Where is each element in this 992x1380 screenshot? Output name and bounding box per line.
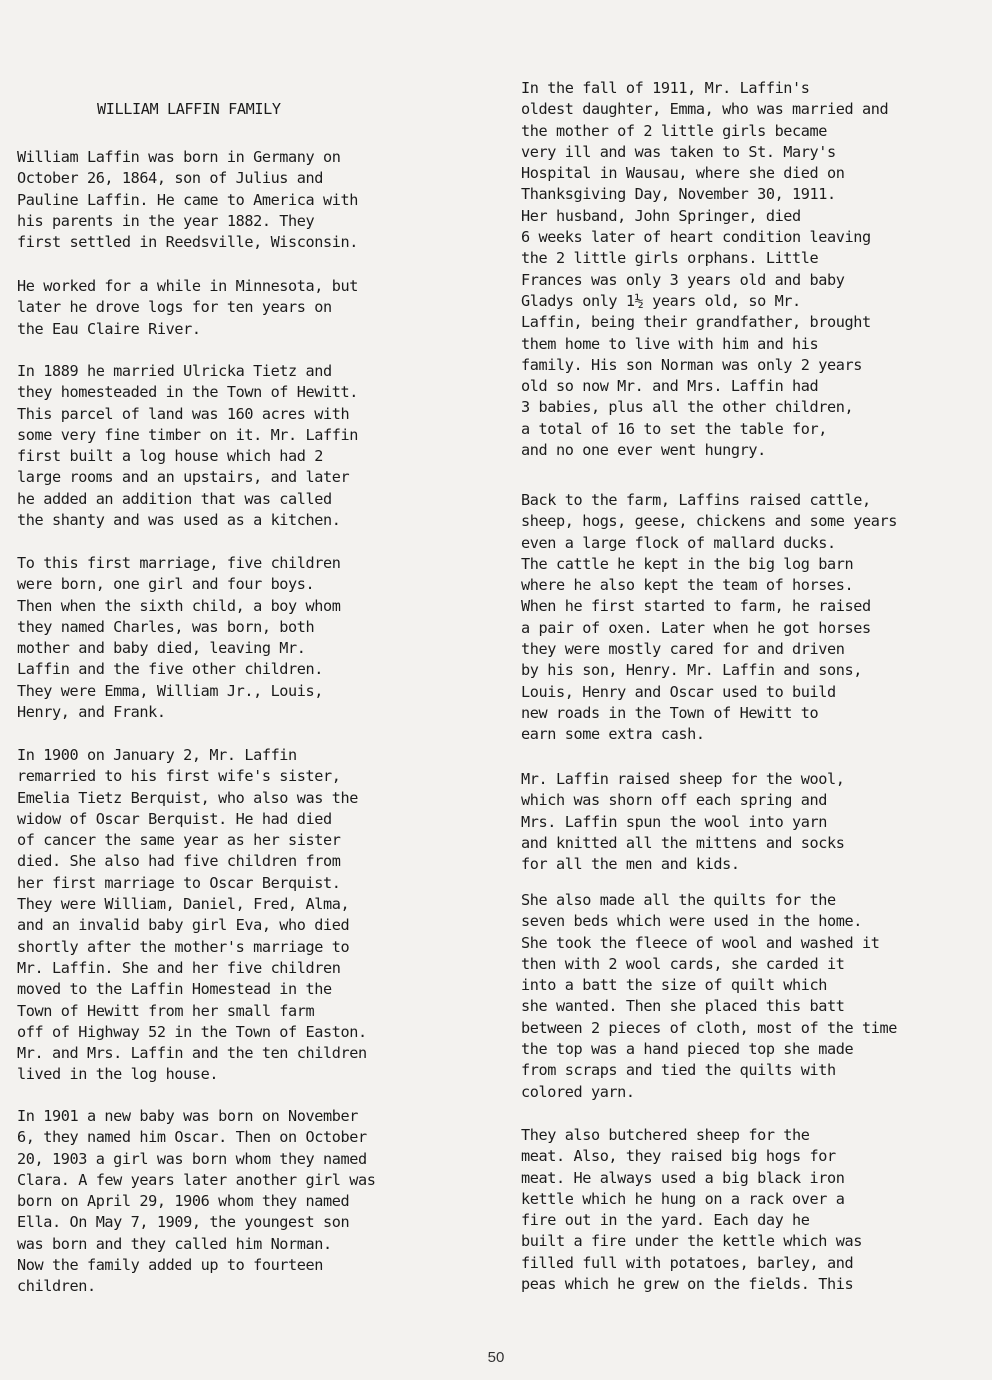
text-line: They were Emma, William Jr., Louis, bbox=[17, 681, 324, 700]
text-line: the mother of 2 little girls became bbox=[521, 121, 828, 140]
text-line: William Laffin was born in Germany on bbox=[17, 148, 341, 166]
text-line: Laffin and the five other children. bbox=[17, 660, 324, 679]
text-line: 6 weeks later of heart condition leaving bbox=[521, 228, 871, 247]
text-line: Henry, and Frank. bbox=[17, 703, 166, 722]
text-line: 20, 1903 a girl was born whom they named bbox=[17, 1149, 367, 1168]
text-line: Mrs. Laffin spun the wool into yarn bbox=[521, 812, 828, 831]
text-line: even a large flock of mallard ducks. bbox=[521, 533, 836, 552]
text-line: earn some extra cash. bbox=[521, 725, 705, 744]
paragraph bbox=[17, 553, 341, 723]
text-line: colored yarn. bbox=[521, 1082, 635, 1101]
text-line: Mr. Laffin raised sheep for the wool, bbox=[521, 770, 845, 788]
page-title: WILLIAM LAFFIN FAMILY bbox=[97, 100, 281, 118]
paragraph bbox=[521, 890, 897, 1103]
paragraph bbox=[17, 745, 367, 1086]
paragraph bbox=[17, 276, 358, 340]
text-line: remarried to his first wife's sister, bbox=[17, 767, 341, 786]
text-line: Laffin, being their grandfather, brought bbox=[521, 313, 871, 332]
text-line: first built a log house which had 2 bbox=[17, 447, 324, 466]
text-line: her first marriage to Oscar Berquist. bbox=[17, 873, 341, 892]
text-line: which was shorn off each spring and bbox=[521, 791, 828, 810]
text-line: born on April 29, 1906 whom they named bbox=[17, 1192, 350, 1211]
text-line: In 1901 a new baby was born on November bbox=[17, 1107, 359, 1125]
text-line: and knitted all the mittens and socks bbox=[521, 833, 845, 852]
text-line: peas which he grew on the fields. This bbox=[521, 1275, 854, 1294]
text-line: the top was a hand pieced top she made bbox=[521, 1040, 854, 1059]
paragraph bbox=[521, 1125, 862, 1295]
text-line: filled full with potatoes, barley, and bbox=[521, 1253, 854, 1272]
text-line: were born, one girl and four boys. bbox=[17, 575, 315, 594]
text-line: Now the family added up to fourteen bbox=[17, 1256, 324, 1275]
text-line: children. bbox=[17, 1277, 96, 1296]
text-line: the shanty and was used as a kitchen. bbox=[17, 511, 341, 530]
text-line: and an invalid baby girl Eva, who died bbox=[17, 916, 350, 935]
paragraph bbox=[17, 361, 358, 531]
text-line: In the fall of 1911, Mr. Laffin's bbox=[521, 79, 810, 97]
paragraph bbox=[521, 769, 845, 875]
text-line: first settled in Reedsville, Wisconsin. bbox=[17, 233, 359, 252]
text-line: some very fine timber on it. Mr. Laffin bbox=[17, 425, 359, 444]
text-line: lived in the log house. bbox=[17, 1065, 219, 1084]
text-line: mother and baby died, leaving Mr. bbox=[17, 639, 306, 658]
text-line: shortly after the mother's marriage to bbox=[17, 937, 350, 956]
text-line: This parcel of land was 160 acres with bbox=[17, 404, 350, 423]
text-line: between 2 pieces of cloth, most of the time bbox=[521, 1018, 897, 1037]
text-line: oldest daughter, Emma, who was married and bbox=[521, 100, 889, 119]
text-line: She took the fleece of wool and washed it bbox=[521, 933, 880, 952]
text-line: Then when the sixth child, a boy whom bbox=[17, 596, 341, 615]
text-line: Emelia Tietz Berquist, who also was the bbox=[17, 788, 359, 807]
text-line: the 2 little girls orphans. Little bbox=[521, 249, 819, 268]
text-line: of cancer the same year as her sister bbox=[17, 831, 341, 850]
text-line: his parents in the year 1882. They bbox=[17, 211, 315, 230]
text-line: Thanksgiving Day, November 30, 1911. bbox=[521, 185, 836, 204]
text-line: he added an addition that was called bbox=[17, 489, 332, 508]
text-line: Gladys only 1½ years old, so Mr. bbox=[521, 291, 801, 310]
page-number: 50 bbox=[487, 1349, 505, 1366]
text-line: for all the men and kids. bbox=[521, 855, 740, 874]
text-line: sheep, hogs, geese, chickens and some years bbox=[521, 512, 897, 531]
text-line: very ill and was taken to St. Mary's bbox=[521, 142, 836, 161]
text-line: Her husband, John Springer, died bbox=[521, 206, 801, 225]
text-line: widow of Oscar Berquist. He had died bbox=[17, 809, 332, 828]
text-line: a total of 16 to set the table for, bbox=[521, 419, 828, 438]
text-line: moved to the Laffin Homestead in the bbox=[17, 980, 332, 999]
text-line: off of Highway 52 in the Town of Easton. bbox=[17, 1022, 367, 1041]
paragraph bbox=[17, 1106, 376, 1298]
text-line: 6, they named him Oscar. Then on October bbox=[17, 1128, 367, 1147]
text-line: Hospital in Wausau, where she died on bbox=[521, 164, 845, 183]
text-line: Pauline Laffin. He came to America with bbox=[17, 190, 359, 209]
text-line: Ella. On May 7, 1909, the youngest son bbox=[17, 1213, 350, 1232]
text-line: then with 2 wool cards, she carded it bbox=[521, 954, 845, 973]
text-line: They were William, Daniel, Fred, Alma, bbox=[17, 895, 350, 914]
text-line: and no one ever went hungry. bbox=[521, 441, 766, 460]
text-line: October 26, 1864, son of Julius and bbox=[17, 169, 324, 188]
text-line: later he drove logs for ten years on bbox=[17, 298, 332, 317]
text-line: To this first marriage, five children bbox=[17, 554, 341, 572]
text-line: seven beds which were used in the home. bbox=[521, 912, 863, 931]
text-line: meat. Also, they raised big hogs for bbox=[521, 1147, 836, 1166]
text-line: The cattle he kept in the big log barn bbox=[521, 554, 854, 573]
text-line: from scraps and tied the quilts with bbox=[521, 1061, 836, 1080]
text-line: meat. He always used a big black iron bbox=[521, 1168, 845, 1187]
text-line: the Eau Claire River. bbox=[17, 319, 201, 338]
text-line: When he first started to farm, he raised bbox=[521, 597, 871, 616]
text-line: Clara. A few years later another girl was bbox=[17, 1170, 376, 1189]
text-line: Town of Hewitt from her small farm bbox=[17, 1001, 315, 1020]
text-line: old so now Mr. and Mrs. Laffin had bbox=[521, 377, 819, 396]
text-line: she wanted. Then she placed this batt bbox=[521, 997, 845, 1016]
text-line: they homesteaded in the Town of Hewitt. bbox=[17, 383, 359, 402]
text-line: In 1889 he married Ulricka Tietz and bbox=[17, 362, 332, 380]
text-line: into a batt the size of quilt which bbox=[521, 976, 828, 995]
text-line: large rooms and an upstairs, and later bbox=[17, 468, 350, 487]
paragraph bbox=[521, 490, 897, 746]
text-line: 3 babies, plus all the other children, bbox=[521, 398, 854, 417]
text-line: fire out in the yard. Each day he bbox=[521, 1211, 810, 1230]
text-line: Back to the farm, Laffins raised cattle, bbox=[521, 491, 871, 509]
text-line: where he also kept the team of horses. bbox=[521, 576, 854, 595]
text-line: Mr. and Mrs. Laffin and the ten children bbox=[17, 1044, 367, 1063]
text-line: built a fire under the kettle which was bbox=[521, 1232, 863, 1251]
text-line: He worked for a while in Minnesota, but bbox=[17, 277, 359, 295]
paragraph bbox=[17, 147, 358, 253]
text-line: In 1900 on January 2, Mr. Laffin bbox=[17, 746, 297, 764]
text-line: by his son, Henry. Mr. Laffin and sons, bbox=[521, 661, 863, 680]
text-line: family. His son Norman was only 2 years bbox=[521, 355, 863, 374]
text-line: Louis, Henry and Oscar used to build bbox=[521, 682, 836, 701]
text-line: a pair of oxen. Later when he got horses bbox=[521, 618, 871, 637]
text-line: They also butchered sheep for the bbox=[521, 1126, 810, 1144]
text-line: died. She also had five children from bbox=[17, 852, 341, 871]
paragraph bbox=[521, 78, 888, 461]
text-line: Frances was only 3 years old and baby bbox=[521, 270, 845, 289]
text-line: kettle which he hung on a rack over a bbox=[521, 1189, 845, 1208]
text-line: they named Charles, was born, both bbox=[17, 617, 315, 636]
text-line: they were mostly cared for and driven bbox=[521, 640, 845, 659]
text-line: them home to live with him and his bbox=[521, 334, 819, 353]
text-line: was born and they called him Norman. bbox=[17, 1234, 332, 1253]
text-line: new roads in the Town of Hewitt to bbox=[521, 703, 819, 722]
text-line: Mr. Laffin. She and her five children bbox=[17, 958, 341, 977]
text-line: She also made all the quilts for the bbox=[521, 891, 836, 909]
